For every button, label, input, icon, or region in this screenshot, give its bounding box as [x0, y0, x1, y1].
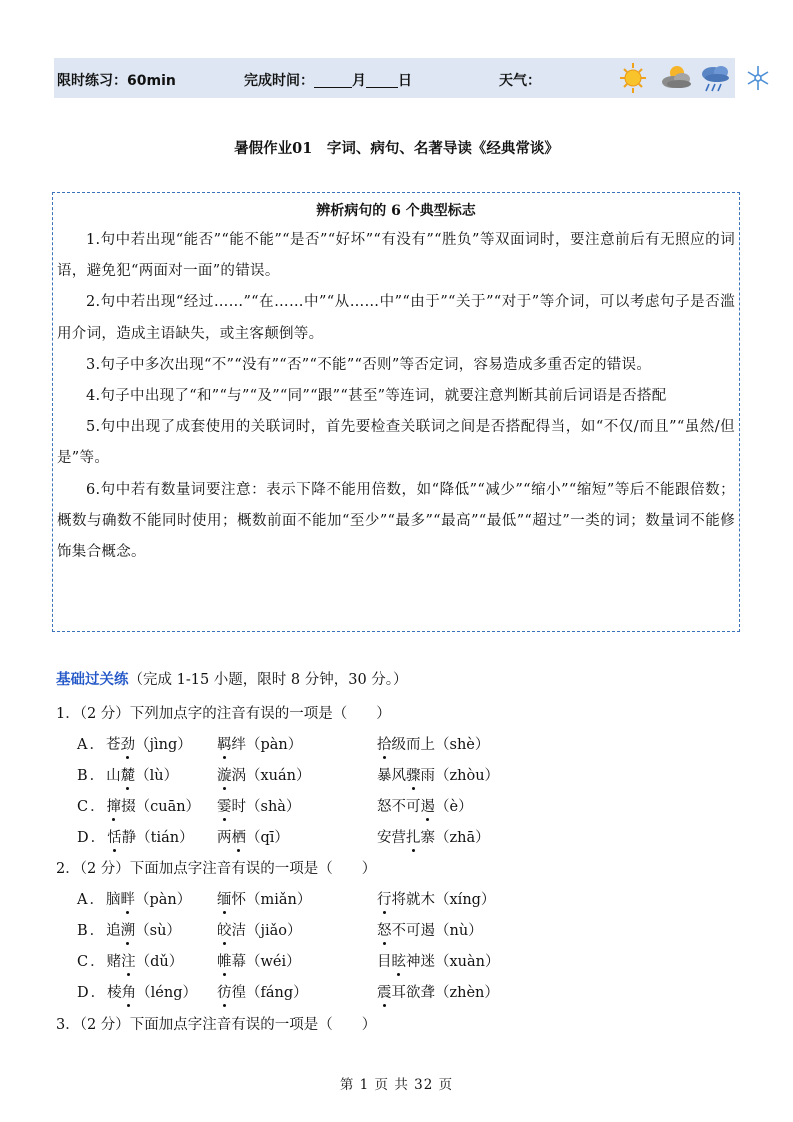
option-text: 徨（fáng）: [231, 985, 308, 1001]
option-text: 幕（wéi）: [231, 954, 301, 970]
day-label: 日: [398, 73, 412, 89]
option-text: （jìng）: [134, 737, 192, 753]
tip-item-5: 5.句中出现了成套使用的关联词时，首先要检查关联词之间是否搭配得当，如“不仅/而且”“虽然/但是”等。: [57, 419, 735, 467]
option-text: 怀（miǎn）: [231, 892, 312, 908]
question-1-option-1-2: [217, 733, 302, 754]
option-text: 绊（pàn）: [231, 737, 303, 753]
option-text: 寨（zhā）: [420, 830, 490, 846]
question-2-option-3-3: [377, 950, 500, 971]
question-1-option-4-2: [217, 826, 289, 847]
question-1-option-2-2: [217, 764, 311, 785]
question-2-option-1-1: [77, 888, 191, 909]
option-text: 掇（cuān）: [121, 799, 201, 815]
tip-item-4: 4.句子中出现了“和”“与”“及”“同”“跟”“甚至”等连词，就要注意判断其前后词语是否搭配: [86, 388, 667, 405]
emphasis-char: 帷: [217, 950, 232, 971]
option-text: 山: [106, 768, 121, 784]
emphasis-char: 羁: [217, 733, 232, 754]
section-note: （完成 1-15 小题，限时 8 分钟，30 分。）: [128, 672, 408, 688]
option-text: 目: [377, 954, 392, 970]
finish-time: [244, 70, 412, 90]
emphasis-char: 注: [121, 950, 136, 971]
question-1-option-1-1: [77, 733, 192, 754]
option-text: 涡（xuán）: [231, 768, 311, 784]
option-letter: C．: [77, 954, 107, 970]
section-title: 基础过关练: [56, 672, 129, 688]
tip-box: [52, 192, 740, 632]
option-text: 雨（zhòu）: [420, 768, 500, 784]
month-label: 月: [352, 73, 366, 89]
emphasis-char: 骤: [406, 764, 421, 785]
option-letter: B．: [77, 768, 107, 784]
question-2-option-1-3: [377, 888, 495, 909]
option-text: 脑: [105, 892, 121, 908]
option-text: 赌: [106, 954, 122, 970]
rain-icon[interactable]: [702, 66, 729, 91]
emphasis-char: 漩: [217, 764, 232, 785]
weather-icons: [617, 60, 777, 100]
question-1-option-3-2: [217, 795, 300, 816]
section-heading: [56, 668, 408, 689]
option-letter: D．: [77, 830, 108, 846]
option-text: （léng）: [136, 985, 197, 1001]
emphasis-char: 角: [122, 981, 137, 1002]
question-2-option-3-1: [77, 950, 183, 971]
question-1-option-4-3: [377, 826, 490, 847]
option-text: 耳欲聋（zhèn）: [391, 985, 499, 1001]
emphasis-char: 拾: [377, 733, 392, 754]
tip-item-6: 6.句中若有数量词要注意：表示下降不能用倍数，如“降低”“减少”“缩小”“缩短”等后不能跟倍数；概数与确数不能同时使用；概数前面不能加“至少”“最多”“最高”“最低”“超过”一类的词；数量词不能修饰集合概念。: [57, 481, 735, 561]
header-bar: [54, 58, 735, 98]
option-text: 棱: [107, 985, 122, 1001]
sunny-icon[interactable]: [620, 63, 646, 93]
emphasis-char: 怒: [377, 919, 392, 940]
option-letter: B．: [77, 923, 107, 939]
question-2-option-2-1: [77, 919, 181, 940]
emphasis-char: 缅: [217, 888, 232, 909]
question-2-option-4-3: [377, 981, 499, 1002]
tip-item-3: 3.句子中多次出现“不”“没有”“否”“不能”“否则”等否定词，容易造成多重否定的错误。: [86, 356, 652, 373]
emphasis-char: 皎: [217, 919, 232, 940]
question-2-option-3-2: [217, 950, 301, 971]
page-title: 暑假作业01 字词、病句、名著导读《经典常谈》: [234, 140, 559, 157]
emphasis-char: 眩: [392, 950, 407, 971]
emphasis-char: 栖: [232, 826, 247, 847]
question-1-option-4-1: [77, 826, 194, 847]
weather-label: 天气：: [499, 73, 541, 89]
question-1-option-3-3: [377, 795, 473, 816]
month-blank[interactable]: [314, 73, 352, 88]
time-limit: 限时练习：60min: [57, 73, 176, 89]
question-2-stem: 2．（2 分）下面加点字注音有误的一项是（ ）: [56, 861, 377, 877]
option-letter: A．: [77, 892, 106, 908]
option-text: （sù）: [135, 923, 181, 939]
option-text: 神迷（xuàn）: [406, 954, 500, 970]
option-text: 时（shà）: [231, 799, 301, 815]
option-text: （è）: [435, 799, 473, 815]
question-2-option-2-3: [377, 919, 483, 940]
emphasis-char: 恬: [107, 826, 122, 847]
finish-label: 完成时间：: [244, 73, 314, 89]
option-text: 将就木（xíng）: [391, 892, 496, 908]
partly-cloudy-icon[interactable]: [662, 66, 691, 88]
tip-item-1: 1.句中若出现“能否”“能不能”“是否”“好坏”“有没有”“胜负”等双面词时，要注意前后有无照应的词语，避免犯“两面对一面”的错误。: [57, 232, 735, 280]
question-2-option-4-1: [77, 981, 197, 1002]
option-text: （qī）: [246, 830, 289, 846]
option-text: （lù）: [135, 768, 179, 784]
option-text: 追: [106, 923, 121, 939]
question-2-option-2-2: [217, 919, 302, 940]
option-letter: D．: [77, 985, 108, 1001]
emphasis-char: 彷: [217, 981, 232, 1002]
option-text: 苍: [105, 737, 121, 753]
snow-icon[interactable]: [748, 66, 768, 90]
question-1-option-2-1: [77, 764, 178, 785]
emphasis-char: 畔: [120, 888, 135, 909]
emphasis-char: 遏: [421, 795, 436, 816]
emphasis-char: 霎: [217, 795, 232, 816]
option-text: 安营: [377, 830, 406, 846]
question-1-option-3-1: [77, 795, 200, 816]
emphasis-char: 震: [377, 981, 392, 1002]
option-text: （dǔ）: [135, 954, 184, 970]
question-2-option-1-2: [217, 888, 311, 909]
option-letter: C．: [77, 799, 107, 815]
tip-item-2: 2.句中若出现“经过……”“在……中”“从……中”“由于”“关于”“对于”等介词，可以考虑句子是否滥用介词，造成主语缺失，或主客颠倒等。: [57, 294, 735, 342]
emphasis-char: 劲: [120, 733, 135, 754]
emphasis-char: 扎: [406, 826, 421, 847]
option-text: （pàn）: [134, 892, 192, 908]
question-3-stem: 3．（2 分）下面加点字注音有误的一项是（ ）: [56, 1017, 377, 1033]
question-2-option-4-2: [217, 981, 308, 1002]
option-text: 不可遏（nù）: [391, 923, 483, 939]
question-1-option-2-3: [377, 764, 499, 785]
option-text: 静（tián）: [121, 830, 194, 846]
page-footer: 第 1 页 共 32 页: [339, 1077, 454, 1093]
option-text: 级而上（shè）: [391, 737, 490, 753]
option-text: 暴风: [377, 768, 406, 784]
question-1-stem: 1．（2 分）下列加点字的注音有误的一项是（ ）: [56, 706, 391, 722]
option-text: 洁（jiǎo）: [231, 923, 302, 939]
option-text: 怒不可: [377, 799, 421, 815]
emphasis-char: 行: [377, 888, 392, 909]
emphasis-char: 溯: [121, 919, 136, 940]
tip-box-title: 辨析病句的 6 个典型标志: [316, 203, 476, 219]
option-text: 两: [217, 830, 232, 846]
emphasis-char: 麓: [121, 764, 136, 785]
option-letter: A．: [77, 737, 106, 753]
emphasis-char: 撺: [107, 795, 122, 816]
question-1-option-1-3: [377, 733, 489, 754]
day-blank[interactable]: [366, 73, 398, 88]
